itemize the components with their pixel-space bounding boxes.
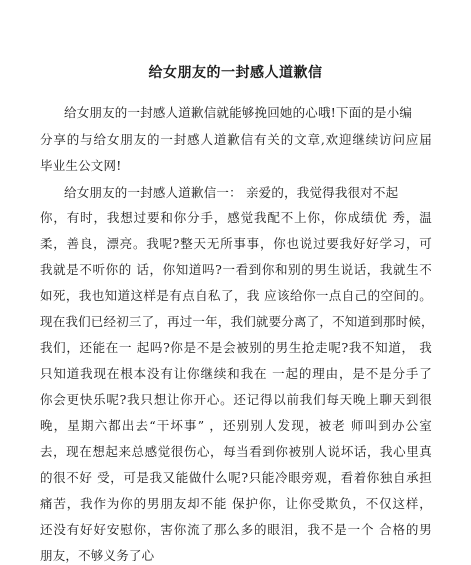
body-line: 只知道我现在根本没有让你继续和我在 一起的理由，是不是分手了 bbox=[40, 366, 432, 381]
body-line: 如死，我也知道这样是有点自私了，我 应该给你一点自己的空间的。 bbox=[40, 288, 432, 303]
intro-line: 给女朋友的一封感人道歉信就能够挽回她的心哦!下面的是小编 bbox=[64, 105, 413, 120]
body-line: 你会更快乐呢?我只想让你开心。还记得以前我们每天晚上聊天到很 bbox=[40, 392, 432, 407]
body-line: 朋友，不够义务了心 bbox=[40, 548, 155, 563]
document-title: 给女朋友的一封感人道歉信 bbox=[148, 65, 323, 81]
body-line: 给女朋友的一封感人道歉信一： 亲爱的，我觉得我很对不起 bbox=[64, 185, 399, 200]
intro-line: 毕业生公文网! bbox=[40, 158, 122, 173]
body-line: 去，现在想起来总感觉很伤心，每当看到你被别人说坏话，我心里真 bbox=[40, 444, 432, 459]
body-line: 我们，还能在一 起吗?你是不是会被别的男生抢走呢?我不知道， 我 bbox=[40, 340, 432, 355]
body-line: 晚，星期六都出去“干坏事” ，还别别人发现，被老 师叫到办公室 bbox=[40, 418, 432, 433]
body-line: 痛苦，我作为你的男朋友却不能 保护你，让你受欺负，不仅这样， bbox=[40, 496, 432, 511]
body-line: 还没有好好安慰你，害你流了那么多的眼泪，我不是一个 合格的男 bbox=[40, 522, 432, 537]
intro-line: 分享的与给女朋友的一封感人道歉信有关的文章,欢迎继续访问应届 bbox=[40, 132, 432, 147]
body-line: 现在我们已经初三了，再过一年，我们就要分离了，不知道到那时候， bbox=[40, 314, 434, 329]
body-line: 你，有时，我想过要和你分手，感觉我配不上你，你成绩优 秀，温 bbox=[40, 210, 432, 225]
body-line: 的很不好 受，可是我又能做什么呢?只能冷眼旁观，看着你独自承担 bbox=[40, 470, 432, 485]
body-line: 我就是不听你的 话，你知道吗?一看到你和别的男生说话，我就生不 bbox=[40, 262, 432, 277]
body-line: 柔，善良，漂亮。我呢?整天无所事事，你也说过要我好好学习，可 bbox=[40, 236, 432, 251]
